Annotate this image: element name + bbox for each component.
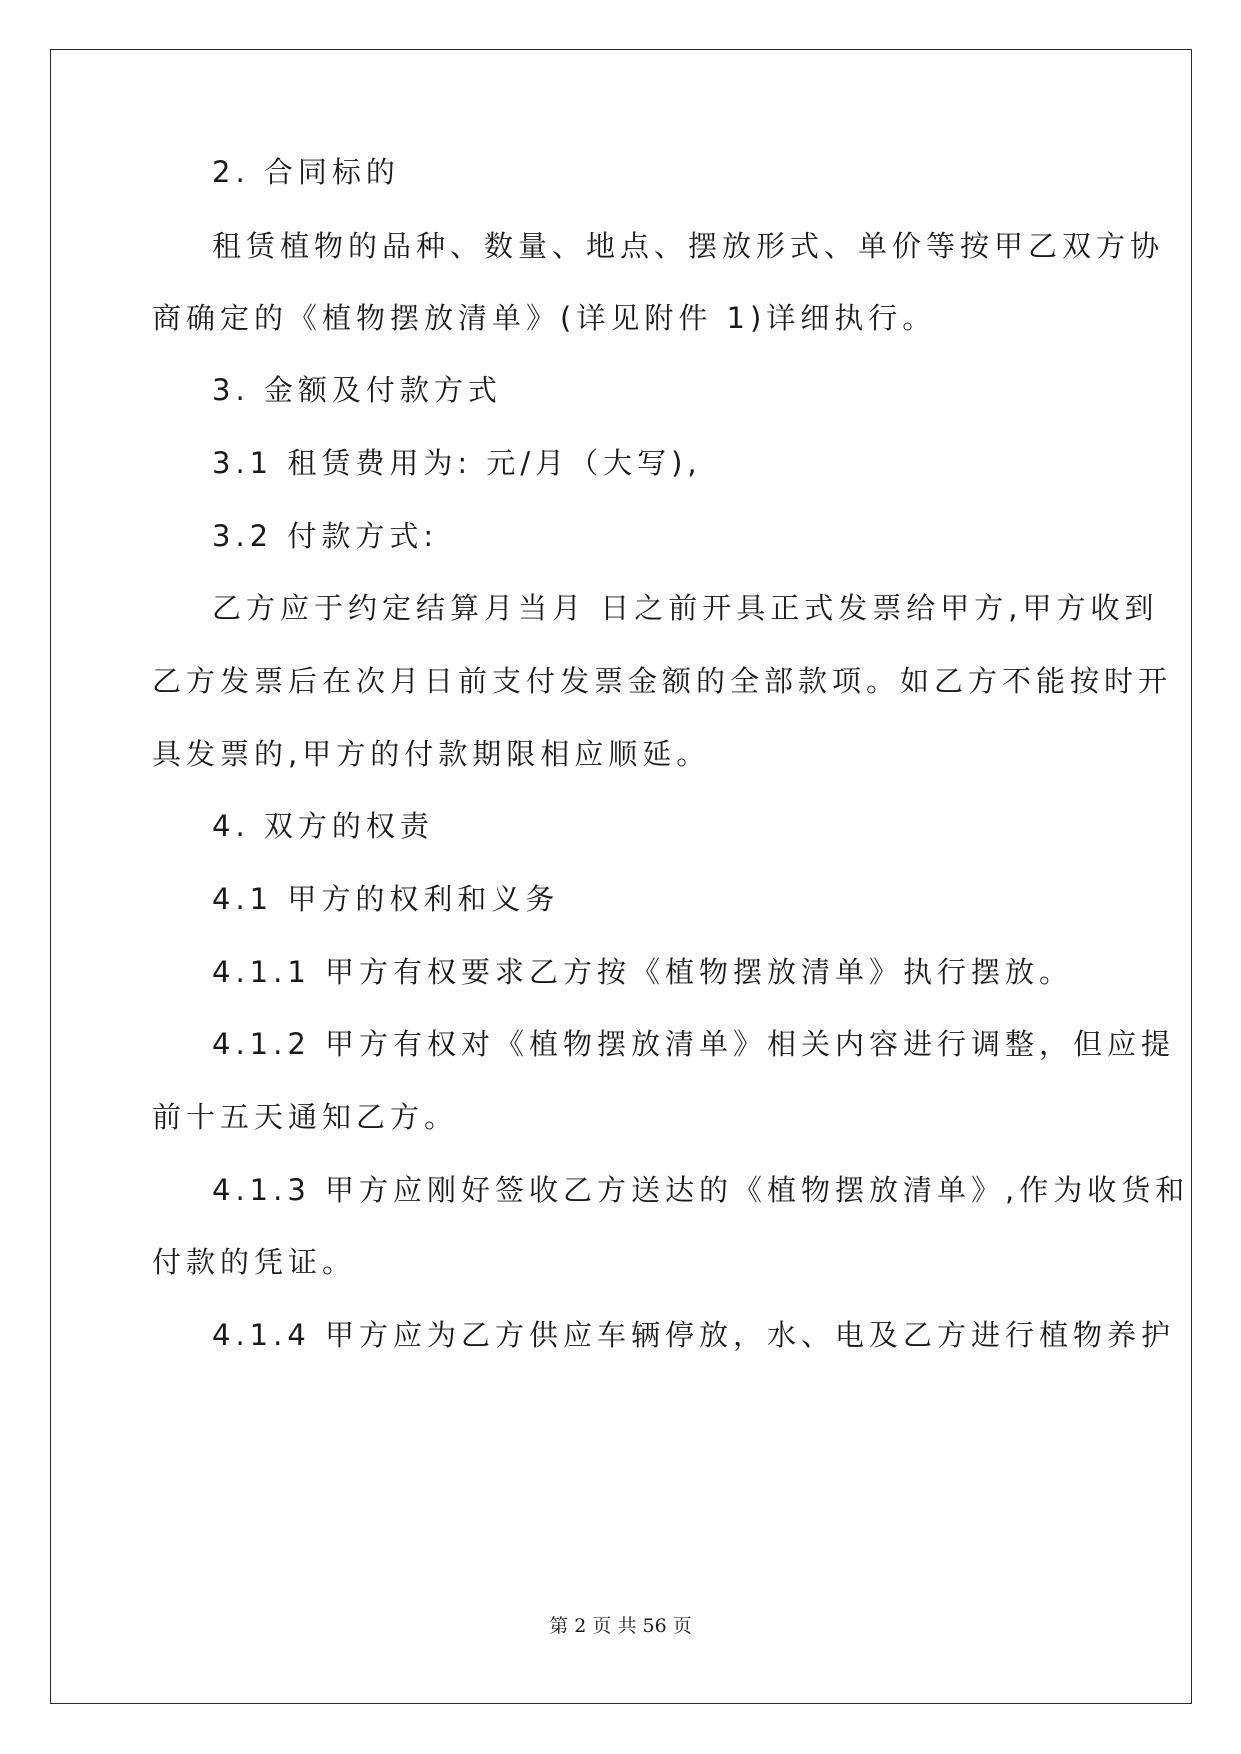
paragraph-line: 具发票的,甲方的付款期限相应顺延。 xyxy=(152,737,711,771)
clause-3-1: 3.1 租赁费用为: 元/月（大写), xyxy=(212,446,702,480)
page-number: 第 2 页 共 56 页 xyxy=(549,1615,692,1637)
paragraph-line: 商确定的《植物摆放清单》(详见附件 1)详细执行。 xyxy=(152,301,937,335)
paragraph-line: 付款的凭证。 xyxy=(152,1245,357,1279)
section-heading-3: 3. 金额及付款方式 xyxy=(212,373,502,407)
clause-4-1: 4.1 甲方的权利和义务 xyxy=(212,882,560,916)
clause-3-2: 3.2 付款方式: xyxy=(212,519,439,553)
clause-4-1-4: 4.1.4 甲方应为乙方供应车辆停放，水、电及乙方进行植物养护 xyxy=(212,1318,1176,1352)
paragraph-line: 租赁植物的品种、数量、地点、摆放形式、单价等按甲乙双方协 xyxy=(212,229,1165,263)
paragraph-line: 乙方发票后在次月日前支付发票金额的全部款项。如乙方不能按时开 xyxy=(152,664,1173,698)
section-heading-4: 4. 双方的权责 xyxy=(212,809,434,843)
clause-4-1-2: 4.1.2 甲方有权对《植物摆放清单》相关内容进行调整，但应提 xyxy=(212,1027,1176,1061)
section-heading-2: 2. 合同标的 xyxy=(212,155,400,189)
clause-4-1-3: 4.1.3 甲方应刚好签收乙方送达的《植物摆放清单》,作为收货和 xyxy=(212,1173,1190,1207)
paragraph-line: 乙方应于约定结算月当月 日之前开具正式发票给甲方,甲方收到 xyxy=(212,591,1159,625)
clause-4-1-1: 4.1.1 甲方有权要求乙方按《植物摆放清单》执行摆放。 xyxy=(212,955,1074,989)
paragraph-line: 前十五天通知乙方。 xyxy=(152,1100,459,1134)
